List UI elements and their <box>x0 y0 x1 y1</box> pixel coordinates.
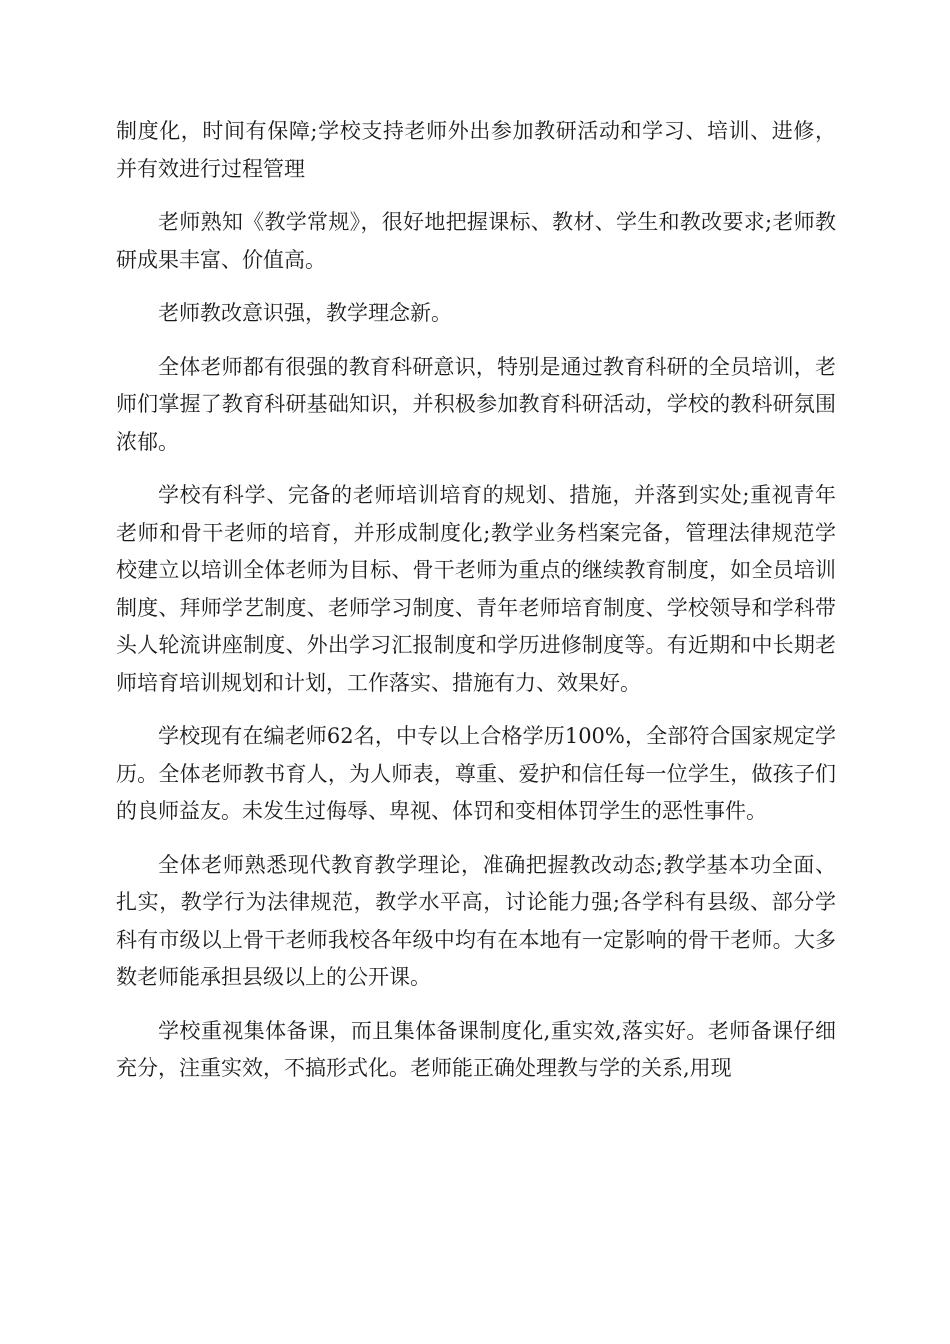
paragraph-7: 全体老师熟悉现代教育教学理论，准确把握教改动态;教学基本功全面、扎实，教学行为法律规范，教学水平高，讨论能力强;各学科有县级、部分学科有市级以上骨干老师我校各年级中均有在本地有一定影响的骨干老师。大多数老师能承担县级以上的公开课。 <box>116 852 836 989</box>
paragraph-1: 制度化，时间有保障;学校支持老师外出参加教研活动和学习、培训、进修，并有效进行过程管理 <box>116 119 836 181</box>
paragraph-4: 全体老师都有很强的教育科研意识，特别是通过教育科研的全员培训，老师们掌握了教育科研基础知识，并积极参加教育科研活动，学校的教科研氛围浓郁。 <box>116 354 836 454</box>
paragraph-6: 学校现有在编老师62名，中专以上合格学历100%，全部符合国家规定学历。全体老师教书育人，为人师表，尊重、爱护和信任每一位学生，做孩子们的良师益友。未发生过侮辱、卑视、体罚和变相体罚学生的恶性事件。 <box>116 724 836 823</box>
document-body <box>116 113 836 1104</box>
paragraph-3: 老师教改意识强，教学理念新。 <box>158 301 452 325</box>
paragraph-5: 学校有科学、完备的老师培训培育的规划、措施，并落到实处;重视青年老师和骨干老师的培育，并形成制度化;教学业务档案完备，管理法律规范学校建立以培训全体老师为目标、骨干老师为重点的继续教育制度，如全员培训制度、拜师学艺制度、老师学习制度、青年老师培育制度、学校领导和学科带头人轮流讲座制度、外出学习汇报制度和学历进修制度等。有近期和中长期老师培育培训规划和计划，工作落实、措施有力、效果好。 <box>116 483 836 695</box>
paragraph-8: 学校重视集体备课，而且集体备课制度化,重实效,落实好。老师备课仔细充分，注重实效，不搞形式化。老师能正确处理教与学的关系,用现 <box>116 1018 836 1080</box>
paragraph-2: 老师熟知《教学常规》，很好地把握课标、教材、学生和教改要求;老师教研成果丰富、价值高。 <box>116 210 836 272</box>
